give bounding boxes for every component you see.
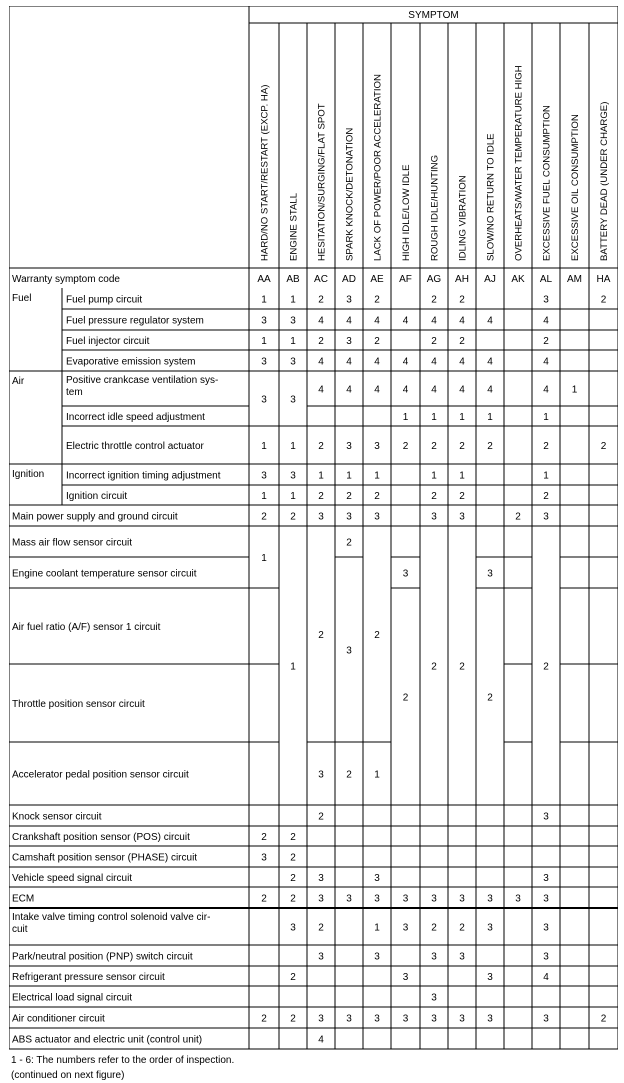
- warranty-code-cell: AG: [426, 274, 442, 285]
- inspection-order-cell: 1: [261, 553, 267, 564]
- inspection-order-cell: 3: [402, 568, 409, 580]
- inspection-order-cell: 3: [346, 336, 352, 347]
- inspection-order-cell: 4: [346, 356, 352, 368]
- inspection-order-cell: 4: [543, 972, 549, 983]
- symptom-header-ag: ROUGH IDLE/HUNTING: [429, 154, 441, 261]
- inspection-order-cell: 1: [261, 491, 267, 502]
- inspection-order-cell: 2: [290, 852, 296, 864]
- inspection-order-cell: 3: [346, 1013, 352, 1025]
- row-label: Camshaft position sensor (PHASE) circuit: [12, 852, 198, 864]
- inspection-order-cell: 3: [543, 1013, 549, 1025]
- inspection-order-cell: 2: [290, 873, 296, 884]
- inspection-order-cell: 2: [459, 661, 465, 673]
- inspection-order-cell: 3: [431, 992, 437, 1004]
- inspection-order-cell: 4: [374, 315, 380, 327]
- row-label: Fuel pressure regulator system: [66, 315, 204, 327]
- row-label: Positive crankcase ventilation sys-: [66, 375, 219, 386]
- inspection-order-cell: 2: [431, 661, 437, 673]
- inspection-order-cell: 3: [374, 441, 380, 452]
- row-label: Electric throttle control actuator: [66, 441, 204, 452]
- warranty-code-cell: AD: [342, 274, 356, 285]
- inspection-order-cell: 2: [374, 294, 380, 306]
- inspection-order-cell: 3: [290, 356, 296, 368]
- inspection-order-cell: 4: [431, 384, 437, 396]
- inspection-order-cell: 1: [261, 294, 267, 306]
- inspection-order-cell: 3: [374, 511, 380, 523]
- inspection-order-cell: 1: [346, 470, 352, 482]
- inspection-order-cell: 2: [346, 769, 352, 781]
- inspection-order-cell: 4: [318, 356, 324, 368]
- inspection-order-cell: 2: [346, 491, 352, 502]
- inspection-order-cell: 2: [431, 491, 437, 502]
- inspection-order-cell: 3: [543, 893, 549, 905]
- inspection-order-cell: 2: [459, 441, 465, 452]
- footnote-inspection-order: 1 - 6: The numbers refer to the order of inspection.: [11, 1055, 235, 1066]
- row-label: Incorrect idle speed adjustment: [66, 412, 205, 423]
- row-label: Main power supply and ground circuit: [12, 511, 178, 523]
- symptom-header-aa: HARD/NO START/RESTART (EXCP. HA): [259, 84, 271, 261]
- warranty-code-cell: AA: [257, 274, 271, 285]
- row-label: Air fuel ratio (A/F) sensor 1 circuit: [12, 622, 161, 633]
- inspection-order-cell: 3: [487, 922, 493, 934]
- inspection-order-cell: 3: [402, 972, 409, 983]
- inspection-order-cell: 3: [459, 1013, 465, 1025]
- row-label: Electrical load signal circuit: [12, 992, 133, 1004]
- inspection-order-cell: 4: [374, 384, 380, 396]
- symptom-header-ah: IDLING VIBRATION: [457, 175, 469, 261]
- inspection-order-cell: 1: [261, 336, 267, 347]
- inspection-order-cell: 4: [543, 356, 549, 368]
- row-label: Refrigerant pressure sensor circuit: [12, 972, 165, 983]
- inspection-order-cell: 2: [290, 832, 296, 843]
- inspection-order-cell: 2: [543, 441, 549, 452]
- inspection-order-cell: 2: [318, 491, 324, 502]
- warranty-code-cell: AB: [286, 274, 300, 285]
- warranty-code-cell: AE: [370, 274, 384, 285]
- inspection-order-cell: 1: [431, 412, 437, 423]
- row-label: Ignition circuit: [66, 491, 128, 502]
- inspection-order-cell: 2: [459, 922, 465, 934]
- inspection-order-cell: 4: [487, 356, 493, 368]
- inspection-order-cell: 2: [318, 441, 324, 452]
- warranty-code-cell: AH: [455, 274, 469, 285]
- inspection-order-cell: 3: [431, 951, 437, 963]
- inspection-order-cell: 3: [346, 294, 352, 306]
- row-label: Air conditioner circuit: [12, 1013, 105, 1025]
- inspection-order-cell: 3: [374, 893, 380, 905]
- inspection-order-cell: 3: [459, 951, 465, 963]
- inspection-order-cell: 1: [487, 412, 493, 423]
- inspection-order-cell: 1: [374, 470, 380, 482]
- row-label: Throttle position sensor circuit: [12, 699, 145, 710]
- inspection-order-cell: 2: [431, 922, 437, 934]
- inspection-order-cell: 4: [487, 315, 493, 327]
- inspection-order-cell: 4: [402, 315, 409, 327]
- symptom-header-ab: ENGINE STALL: [288, 192, 300, 261]
- inspection-order-cell: 2: [459, 491, 465, 502]
- warranty-code-label: Warranty symptom code: [12, 274, 120, 285]
- inspection-order-cell: 3: [374, 1013, 380, 1025]
- inspection-order-cell: 3: [402, 922, 409, 934]
- row-label-continued: cuit: [12, 924, 28, 935]
- warranty-code-cell: AJ: [484, 274, 496, 285]
- footnote-continued: (continued on next figure): [11, 1070, 125, 1081]
- warranty-code-cell: AM: [567, 274, 582, 285]
- inspection-order-cell: 4: [346, 315, 352, 327]
- inspection-order-cell: 3: [374, 951, 380, 963]
- inspection-order-cell: 2: [402, 692, 409, 704]
- inspection-order-cell: 3: [402, 1013, 409, 1025]
- inspection-order-cell: 3: [346, 645, 352, 657]
- warranty-code-cell: AF: [399, 274, 412, 285]
- warranty-code-cell: AC: [314, 274, 328, 285]
- inspection-order-cell: 4: [543, 384, 549, 396]
- inspection-order-cell: 3: [318, 951, 324, 963]
- inspection-order-cell: 1: [571, 384, 578, 396]
- symptom-header-af: HIGH IDLE/LOW IDLE: [401, 164, 412, 261]
- inspection-order-cell: 3: [374, 873, 380, 884]
- inspection-order-cell: 4: [346, 384, 352, 396]
- inspection-order-cell: 2: [600, 1013, 607, 1025]
- inspection-order-cell: 2: [261, 832, 267, 843]
- inspection-order-cell: 3: [487, 1013, 493, 1025]
- inspection-order-cell: 2: [374, 336, 380, 347]
- inspection-order-cell: 4: [318, 1034, 324, 1046]
- inspection-order-cell: 3: [487, 568, 493, 580]
- symptom-header-ha: BATTERY DEAD (UNDER CHARGE): [599, 101, 610, 261]
- inspection-order-cell: 3: [346, 511, 352, 523]
- inspection-order-cell: 3: [290, 394, 296, 406]
- row-label: Vehicle speed signal circuit: [12, 873, 133, 884]
- inspection-order-cell: 2: [290, 972, 296, 983]
- inspection-order-cell: 4: [318, 315, 324, 327]
- inspection-order-cell: 2: [374, 630, 380, 641]
- inspection-order-cell: 3: [543, 294, 549, 306]
- inspection-order-cell: 4: [431, 315, 437, 327]
- inspection-order-cell: 3: [318, 1013, 324, 1025]
- inspection-order-cell: 2: [346, 537, 352, 549]
- inspection-order-cell: 1: [318, 470, 324, 482]
- inspection-order-cell: 3: [290, 315, 296, 327]
- inspection-order-cell: 1: [543, 412, 549, 423]
- inspection-order-cell: 3: [487, 972, 493, 983]
- inspection-order-cell: 1: [261, 441, 267, 452]
- inspection-order-cell: 4: [374, 356, 380, 368]
- inspection-order-cell: 2: [543, 336, 549, 347]
- inspection-order-cell: 3: [318, 769, 324, 781]
- inspection-order-cell: 3: [543, 951, 549, 963]
- row-label: Evaporative emission system: [66, 356, 196, 368]
- inspection-order-cell: 2: [600, 294, 607, 306]
- inspection-order-cell: 3: [543, 873, 549, 884]
- inspection-order-cell: 1: [290, 441, 296, 452]
- inspection-order-cell: 2: [318, 294, 324, 306]
- inspection-order-cell: 2: [261, 1013, 267, 1025]
- inspection-order-cell: 2: [543, 661, 549, 673]
- inspection-order-cell: 3: [543, 922, 549, 934]
- inspection-order-cell: 2: [318, 811, 324, 823]
- warranty-code-cell: AL: [539, 274, 553, 285]
- inspection-order-cell: 4: [402, 384, 409, 396]
- inspection-order-cell: 4: [459, 315, 465, 327]
- inspection-order-cell: 2: [515, 511, 521, 523]
- inspection-order-cell: 4: [487, 384, 493, 396]
- row-label: Park/neutral position (PNP) switch circuit: [12, 951, 193, 963]
- row-label: Mass air flow sensor circuit: [12, 537, 133, 549]
- inspection-order-cell: 3: [261, 315, 267, 327]
- inspection-order-cell: 1: [290, 294, 296, 306]
- inspection-order-cell: 3: [261, 852, 267, 864]
- inspection-order-cell: 4: [431, 356, 437, 368]
- inspection-order-cell: 1: [543, 470, 549, 482]
- row-label: Incorrect ignition timing adjustment: [66, 470, 221, 482]
- row-label: Crankshaft position sensor (POS) circuit: [12, 832, 190, 843]
- inspection-order-cell: 2: [290, 511, 296, 523]
- inspection-order-cell: 4: [318, 384, 324, 396]
- inspection-order-cell: 3: [261, 470, 267, 482]
- inspection-order-cell: 1: [290, 336, 296, 347]
- row-label: ABS actuator and electric unit (control unit): [12, 1034, 203, 1046]
- inspection-order-cell: 3: [346, 441, 352, 452]
- inspection-order-cell: 4: [543, 315, 549, 327]
- warranty-code-cell: AK: [511, 274, 525, 285]
- inspection-order-cell: 4: [402, 356, 409, 368]
- inspection-order-cell: 2: [290, 893, 296, 905]
- inspection-order-cell: 3: [318, 893, 324, 905]
- inspection-order-cell: 3: [318, 511, 324, 523]
- inspection-order-cell: 1: [374, 769, 380, 781]
- symptom-header-aj: SLOW/NO RETURN TO IDLE: [485, 133, 497, 261]
- inspection-order-cell: 3: [543, 511, 549, 523]
- inspection-order-cell: 1: [459, 470, 465, 482]
- inspection-order-cell: 1: [374, 922, 380, 934]
- symptom-header-ak: OVERHEATS/WATER TEMPERATURE HIGH: [513, 65, 525, 261]
- row-label-continued: tem: [66, 387, 83, 398]
- inspection-order-cell: 2: [318, 630, 324, 641]
- inspection-order-cell: 3: [431, 511, 437, 523]
- footnotes: [11, 1053, 234, 1083]
- inspection-order-cell: 3: [261, 356, 267, 368]
- inspection-order-cell: 2: [402, 441, 409, 452]
- inspection-order-cell: 3: [487, 893, 493, 905]
- inspection-order-cell: 2: [318, 922, 324, 934]
- inspection-order-cell: 3: [402, 893, 409, 905]
- symptom-header-ad: SPARK KNOCK/DETONATION: [344, 127, 356, 261]
- inspection-order-cell: 2: [290, 1013, 296, 1025]
- warranty-code-cell: HA: [596, 274, 611, 285]
- inspection-order-cell: 2: [261, 511, 267, 523]
- group-label-air: Air: [12, 376, 25, 387]
- inspection-order-cell: 2: [600, 441, 607, 452]
- inspection-order-cell: 3: [346, 893, 352, 905]
- inspection-order-cell: 2: [318, 336, 324, 347]
- inspection-order-cell: 1: [459, 412, 465, 423]
- inspection-order-cell: 3: [515, 893, 521, 905]
- inspection-order-cell: 3: [290, 470, 296, 482]
- inspection-order-cell: 2: [459, 294, 465, 306]
- inspection-order-cell: 2: [431, 336, 437, 347]
- inspection-order-cell: 1: [290, 491, 296, 502]
- inspection-order-cell: 2: [459, 336, 465, 347]
- inspection-order-cell: 3: [290, 922, 296, 934]
- inspection-order-cell: 3: [431, 1013, 437, 1025]
- inspection-order-cell: 2: [487, 692, 493, 704]
- inspection-order-cell: 2: [431, 294, 437, 306]
- symptom-header-am: EXCESSIVE OIL CONSUMPTION: [570, 114, 581, 261]
- inspection-order-cell: 2: [543, 491, 549, 502]
- inspection-order-cell: 1: [431, 470, 437, 482]
- inspection-order-cell: 3: [318, 873, 324, 884]
- inspection-order-cell: 1: [290, 661, 296, 673]
- inspection-order-cell: 3: [459, 893, 465, 905]
- group-label-ignition: Ignition: [12, 469, 45, 480]
- row-label: Fuel pump circuit: [66, 294, 143, 306]
- inspection-order-cell: 2: [261, 893, 267, 905]
- row-label: Accelerator pedal position sensor circuit: [12, 769, 189, 781]
- inspection-order-cell: 3: [431, 893, 437, 905]
- row-label: Fuel injector circuit: [66, 336, 150, 347]
- symptom-header-ae: LACK OF POWER/POOR ACCELERATION: [372, 74, 384, 261]
- symptom-header-ac: HESITATION/SURGING/FLAT SPOT: [316, 103, 328, 261]
- symptom-header-al: EXCESSIVE FUEL CONSUMPTION: [541, 105, 553, 261]
- symptom-title: SYMPTOM: [408, 10, 459, 21]
- inspection-order-cell: 2: [487, 441, 493, 452]
- inspection-order-cell: 1: [402, 412, 409, 423]
- group-label-fuel: Fuel: [12, 293, 32, 304]
- row-label: Knock sensor circuit: [12, 811, 102, 823]
- inspection-order-cell: 4: [459, 356, 465, 368]
- inspection-order-cell: 2: [431, 441, 437, 452]
- row-label: Engine coolant temperature sensor circuit: [12, 568, 197, 580]
- row-label: ECM: [12, 893, 35, 905]
- inspection-order-cell: 3: [543, 811, 549, 823]
- inspection-order-cell: 2: [374, 491, 380, 502]
- symptom-matrix-table: [9, 6, 618, 1051]
- inspection-order-cell: 4: [459, 384, 465, 396]
- inspection-order-cell: 3: [261, 394, 267, 406]
- row-label: Intake valve timing control solenoid valve cir-: [12, 912, 211, 923]
- inspection-order-cell: 3: [459, 511, 465, 523]
